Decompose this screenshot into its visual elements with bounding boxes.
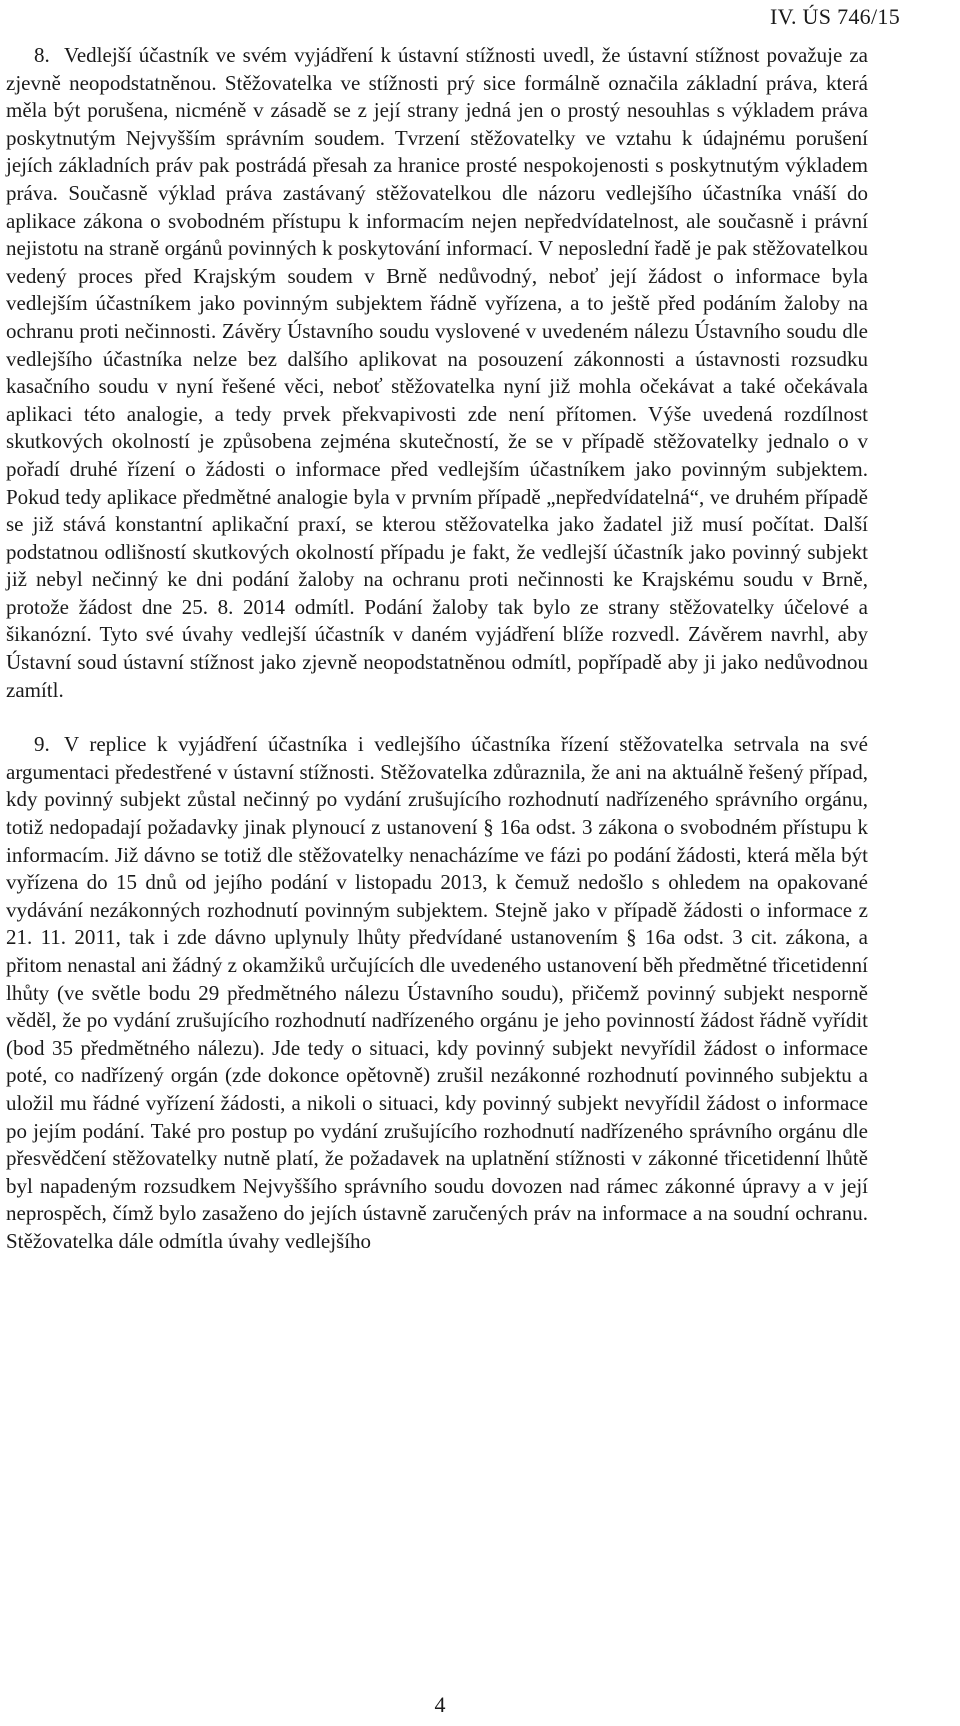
paragraph-number: 9.	[34, 732, 50, 757]
page-number: 4	[434, 1692, 446, 1717]
document-body	[6, 42, 868, 1256]
case-reference: IV. ÚS 746/15	[769, 4, 900, 29]
paragraph-text: Vedlejší účastník ve svém vyjádření k ústavní stížnosti uvedl, že ústavní stížnost považuje za zjevně neopodstatněnou. Stěžovatelka ve stížnosti prý sice formálně označila základní práva, která měla být porušena, nicméně v zásadě se z její strany jedná jen o prostý nesouhlas s výkladem práva poskytnutým Nejvyšším správním soudem. Tvrzení stěžovatelky ve vztahu k údajnému porušení jejích základních práv pak postrádá přesah za hranice prosté nespokojenosti s poskytnutým výkladem práva. Současně výklad práva zastávaný stěžovatelkou dle názoru vedlejšího účastníka vnáší do aplikace zákona o svobodném přístupu k informacím nejen nepředvídatelnost, ale současně i právní nejistotu na straně orgánů povinných k poskytování informací. V neposlední řadě je pak stěžovatelkou vedený proces před Krajským soudem v Brně nedůvodný, neboť její žádost o informace byla vedlejším účastníkem jako povinným subjektem řádně vyřízena, a to ještě před podáním žaloby na ochranu proti nečinnosti. Závěry Ústavního soudu vyslovené v uvedeném nálezu Ústavního soudu dle vedlejšího účastníka nelze bez dalšího aplikovat na posouzení zákonnosti a ústavnosti rozsudku kasačního soudu v nyní řešené věci, neboť stěžovatelka nyní již mohla očekávat a také očekávala aplikaci této analogie, a tedy prvek překvapivosti zde není přítomen. Výše uvedená rozdílnost skutkových okolností je způsobena zejména skutečností, že se v případě stěžovatelky jednalo o v pořadí druhé řízení o žádosti o informace před vedlejším účastníkem jako povinným subjektem. Pokud tedy aplikace předmětné analogie byla v prvním případě „nepředvídatelná“, ve druhém případě se již stává konstantní aplikační praxí, se kterou stěžovatelka jako žadatel již musí počítat. Další podstatnou odlišností skutkových okolností případu je fakt, že vedlejší účastník jako povinný subjekt již nebyl nečinný ke dni podání žaloby na ochranu proti nečinnosti ke Krajskému soudu v Brně, protože žádost dne 25. 8. 2014 odmítl. Podání žaloby tak bylo ze strany stěžovatelky účelové a šikanózní. Tyto své úvahy vedlejší účastník v daném vyjádření blíže rozvedl. Závěrem navrhl, aby Ústavní soud ústavní stížnost jako zjevně neopodstatněnou odmítl, popřípadě aby ji jako nedůvodnou zamítl.	[6, 43, 868, 702]
paragraph-8	[6, 42, 868, 704]
paragraph-9	[6, 731, 868, 1255]
paragraph-number: 8.	[34, 43, 50, 67]
paragraph-text: V replice k vyjádření účastníka i vedlejšího účastníka řízení stěžovatelka setrvala na své argumentaci předestřené v ústavní stížnosti. Stěžovatelka zdůraznila, že ani na aktuálně řešený případ, kdy povinný subjekt zůstal nečinný po vydání zrušujícího rozhodnutí nadřízeného správního orgánu, totiž nedopadají požadavky jinak plynoucí z ustanovení § 16a odst. 3 zákona o svobodném přístupu k informacím. Již dávno se totiž dle stěžovatelky nenacházíme ve fázi po podání žádosti, která měla být vyřízena do 15 dnů od jejího podání v listopadu 2013, k čemuž nedošlo s ohledem na opakované vydávání nezákonných rozhodnutí povinným subjektem. Stejně jako v případě žádosti o informace z 21. 11. 2011, tak i zde dávno uplynuly lhůty předvídané ustanovením § 16a odst. 3 cit. zákona, a přitom nenastal ani žádný z okamžiků určujících dle uvedeného ustanovení běh předmětné třicetidenní lhůty (ve světle bodu 29 předmětného nálezu Ústavního soudu), přičemž povinný subjekt nesporně věděl, že po vydání zrušujícího rozhodnutí nadřízeného orgánu je jeho povinností žádost řádně vyřídit (bod 35 předmětného nálezu). Jde tedy o situaci, kdy povinný subjekt nevyřídil žádost o informace poté, co nadřízený orgán (zde dokonce opětovně) zrušil nezákonné rozhodnutí povinného subjektu a uložil mu řádné vyřízení žádosti, a nikoli o situaci, kdy povinný subjekt nevyřídil žádost o informace po jejím podání. Také pro postup po vydání zrušujícího rozhodnutí nadřízeného správního orgánu dle přesvědčení stěžovatelky nutně platí, že požadavek na uplatnění stížnosti v zákonné třicetidenní lhůtě byl napadeným rozsudkem Nejvyššího správního soudu dovozen nad rámec zákonné úpravy a v její neprospěch, čímž bylo zasaženo do jejích ústavně zaručených práv na informace a na soudní ochranu. Stěžovatelka dále odmítla úvahy vedlejšího	[6, 732, 868, 1253]
